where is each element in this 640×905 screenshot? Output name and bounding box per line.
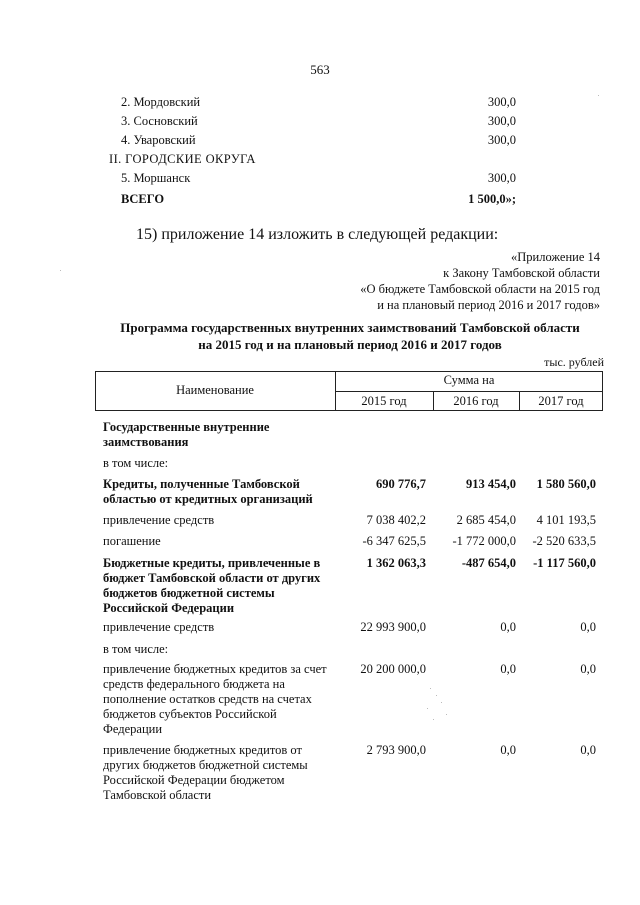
value-2017: 0,0	[580, 620, 596, 634]
column-header-year: 2016 год	[453, 394, 499, 408]
value-2016: -1 772 000,0	[452, 534, 516, 548]
allocation-section-heading-row	[0, 152, 640, 170]
value-2016: 2 685 454,0	[456, 513, 516, 527]
column-header-name: Наименование	[176, 383, 254, 397]
program-title-line: на 2015 год и на плановый период 2016 и 2017 годов	[198, 337, 502, 352]
column-header-year: 2017 год	[538, 394, 584, 408]
column-header-sum: Сумма на	[443, 373, 495, 387]
row-name: в том числе:	[103, 456, 169, 470]
allocation-total-value: 1 500,0»;	[468, 192, 516, 206]
program-title	[80, 319, 620, 353]
value-2016: 0,0	[500, 620, 516, 634]
row-name: привлечение средств	[103, 620, 215, 634]
value-2015: 20 200 000,0	[360, 662, 426, 676]
allocation-total-label: ВСЕГО	[121, 192, 165, 206]
value-2016: 913 454,0	[466, 477, 516, 491]
value-2017: 0,0	[580, 743, 596, 757]
row-name: привлечение средств	[103, 513, 215, 527]
value-2017: 4 101 193,5	[536, 513, 596, 527]
appendix-reference	[360, 249, 600, 313]
value-2015: 1 362 063,3	[366, 556, 426, 570]
appendix-line: и на плановый период 2016 и 2017 годов»	[377, 298, 600, 312]
program-title-line: Программа государственных внутренних заимствований Тамбовской области	[120, 320, 580, 335]
allocation-row	[0, 133, 640, 151]
value-2015: 22 993 900,0	[360, 620, 426, 634]
value-2017: -2 520 633,5	[532, 534, 596, 548]
allocation-value: 300,0	[487, 95, 516, 109]
row-name: погашение	[103, 534, 161, 548]
allocation-name: 4. Уваровский	[121, 133, 196, 147]
allocation-row	[0, 114, 640, 132]
amendment-instruction: 15) приложение 14 изложить в следующей редакции:	[136, 226, 499, 243]
value-2015: 2 793 900,0	[366, 743, 426, 757]
page-number: 563	[310, 62, 330, 77]
allocation-row	[0, 95, 640, 113]
allocation-total-row	[0, 192, 640, 210]
value-2015: -6 347 625,5	[362, 534, 426, 548]
row-name: привлечение бюджетных кредитов за счет средств федерального бюджета на пополнение остатков средств на счетах бюджетов субъектов Российской Федерации	[103, 662, 327, 736]
value-2017: 0,0	[580, 662, 596, 676]
allocation-value: 300,0	[487, 171, 516, 185]
allocation-name: 3. Сосновский	[121, 114, 198, 128]
table-header	[95, 371, 603, 411]
row-name: привлечение бюджетных кредитов от других бюджетов бюджетной системы Российской Федерации бюджетом Тамбовской области	[103, 743, 308, 802]
allocation-section-heading: II. ГОРОДСКИЕ ОКРУГА	[109, 152, 256, 166]
row-name: Бюджетные кредиты, привлеченные в бюджет Тамбовской области от других бюджетов бюджетной системы Российской Федерации	[103, 556, 321, 615]
appendix-line: «Приложение 14	[511, 250, 600, 264]
value-2017: -1 117 560,0	[533, 556, 596, 570]
row-name: Государственные внутренние заимствования	[103, 420, 270, 449]
appendix-line: «О бюджете Тамбовской области на 2015 год	[360, 282, 600, 296]
allocation-row	[0, 171, 640, 189]
allocation-name: 2. Мордовский	[121, 95, 201, 109]
value-2015: 690 776,7	[376, 477, 426, 491]
value-2015: 7 038 402,2	[366, 513, 426, 527]
allocation-value: 300,0	[487, 114, 516, 128]
allocation-name: 5. Моршанск	[121, 171, 191, 185]
value-2017: 1 580 560,0	[536, 477, 596, 491]
appendix-line: к Закону Тамбовской области	[443, 266, 600, 280]
column-header-year: 2015 год	[361, 394, 407, 408]
units-label: тыс. рублей	[544, 355, 604, 369]
value-2016: 0,0	[500, 743, 516, 757]
row-name: в том числе:	[103, 642, 169, 656]
value-2016: 0,0	[500, 662, 516, 676]
row-name: Кредиты, полученные Тамбовской областью от кредитных организаций	[103, 477, 313, 506]
allocation-value: 300,0	[487, 133, 516, 147]
value-2016: -487 654,0	[461, 556, 516, 570]
